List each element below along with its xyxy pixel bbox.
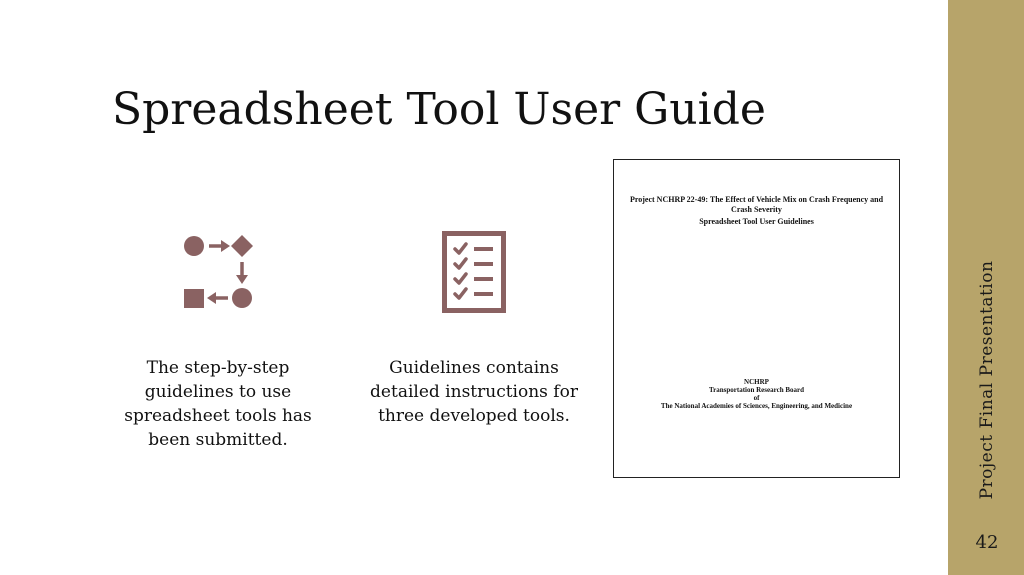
process-flow-icon	[183, 233, 255, 309]
publisher-line: Transportation Research Board	[708, 386, 805, 394]
checklist-icon	[442, 231, 506, 313]
publisher-line: NCHRP	[744, 378, 769, 386]
document-subtitle: Spreadsheet Tool User Guidelines	[699, 217, 814, 226]
feature-caption-instructions: Guidelines contains detailed instructions for three developed tools.	[370, 358, 578, 426]
document-project-title: The Effect of Vehicle Mix on Crash Frequency and Crash Severity	[708, 195, 884, 214]
publisher-line: of	[753, 394, 760, 402]
page-title: Spreadsheet Tool User Guide	[112, 84, 766, 135]
vertical-label: Project Final Presentation	[977, 260, 997, 500]
document-heading	[622, 195, 891, 215]
page-number: 42	[975, 532, 999, 553]
feature-caption-submitted: The step-by-step guidelines to use spreadsheet tools has been submitted.	[124, 358, 312, 450]
document-cover-image	[613, 159, 900, 478]
document-project-id: Project NCHRP 22-49:	[629, 195, 708, 204]
publisher-line: The National Academies of Sciences, Engineering, and Medicine	[660, 402, 853, 410]
document-publisher	[622, 378, 891, 410]
